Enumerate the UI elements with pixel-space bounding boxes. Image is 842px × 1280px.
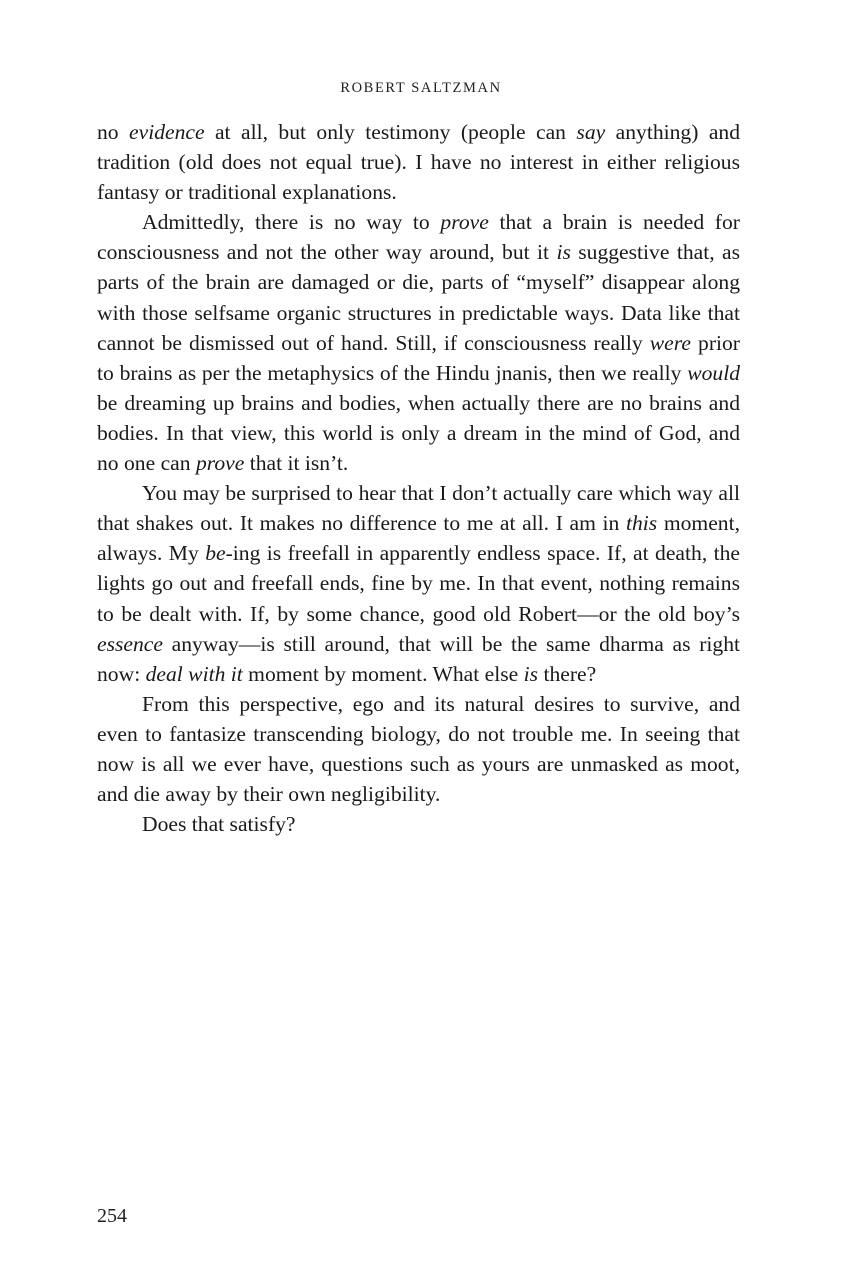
text-run: suggestive that, as parts of the brain are damaged or die, parts of “myself” disappear along with those selfsame organic structures in predictable ways. Data like that cannot be dismissed out of hand. Still, if consciousness really xyxy=(97,240,741,355)
text-run: anything) and tradition (old does not equal true). I have no interest in either religious fantasy or traditional explanations. xyxy=(97,120,741,205)
italic-run: say xyxy=(576,120,606,144)
italic-run: would xyxy=(687,360,740,385)
text-run: there? xyxy=(538,661,597,686)
text-run: that a brain is needed for consciousness and not the other way around, but it xyxy=(97,210,740,265)
italic-run: is xyxy=(556,240,571,265)
italic-run: prove xyxy=(195,451,245,476)
paragraph-5: Does that satisfy? xyxy=(142,812,296,837)
page-number: 254 xyxy=(97,1205,127,1227)
italic-run: is xyxy=(523,661,539,686)
text-run: prior to brains as per the metaphysics of the Hindu jnanis, then we really xyxy=(97,330,741,385)
italic-run: essence xyxy=(97,631,163,656)
text-run: moment, always. My xyxy=(97,511,740,566)
body-text xyxy=(97,117,740,839)
running-head: ROBERT SALTZMAN xyxy=(340,80,502,96)
italic-run: this xyxy=(625,511,658,536)
italic-run: be xyxy=(205,541,226,566)
paragraph-4: From this perspective, ego and its natural desires to survive, and even to fantasize transcending biology, do not trouble me. In seeing that now is all we ever have, questions such as yours are unmasked as moot, and die away by their own negligibility. xyxy=(97,691,740,807)
text-run: Admittedly, there is no way to xyxy=(142,210,441,235)
paragraph-1 xyxy=(97,117,740,207)
paragraph-3 xyxy=(97,478,740,689)
text-run: that it isn’t. xyxy=(244,451,349,476)
paragraph-2 xyxy=(97,207,740,478)
text-run: You may be surprised to hear that I don’t actually care which way all that shakes out. It makes no difference to me at all. I am in xyxy=(97,481,740,536)
italic-run: prove xyxy=(440,210,489,235)
text-run: no xyxy=(97,120,130,144)
text-run: moment by moment. What else xyxy=(242,661,524,686)
italic-run: evidence xyxy=(129,120,205,144)
text-run: be dreaming up brains and bodies, when actually there are no brains and bodies. In that view, this world is only a dream in the mind of God, and no one can xyxy=(97,390,740,476)
text-run: anyway—is still around, that will be the same dharma as right now: xyxy=(97,631,740,686)
text-run: at all, but only testimony (people can xyxy=(204,120,577,144)
italic-run: were xyxy=(649,330,691,355)
text-run: -ing is freefall in apparently endless space. If, at death, the lights go out and freefall ends, fine by me. In that event, nothing remains to be dealt with. If, by some chance, good old Robert—or the old boy’s xyxy=(97,541,741,626)
italic-run: deal with it xyxy=(145,661,243,686)
